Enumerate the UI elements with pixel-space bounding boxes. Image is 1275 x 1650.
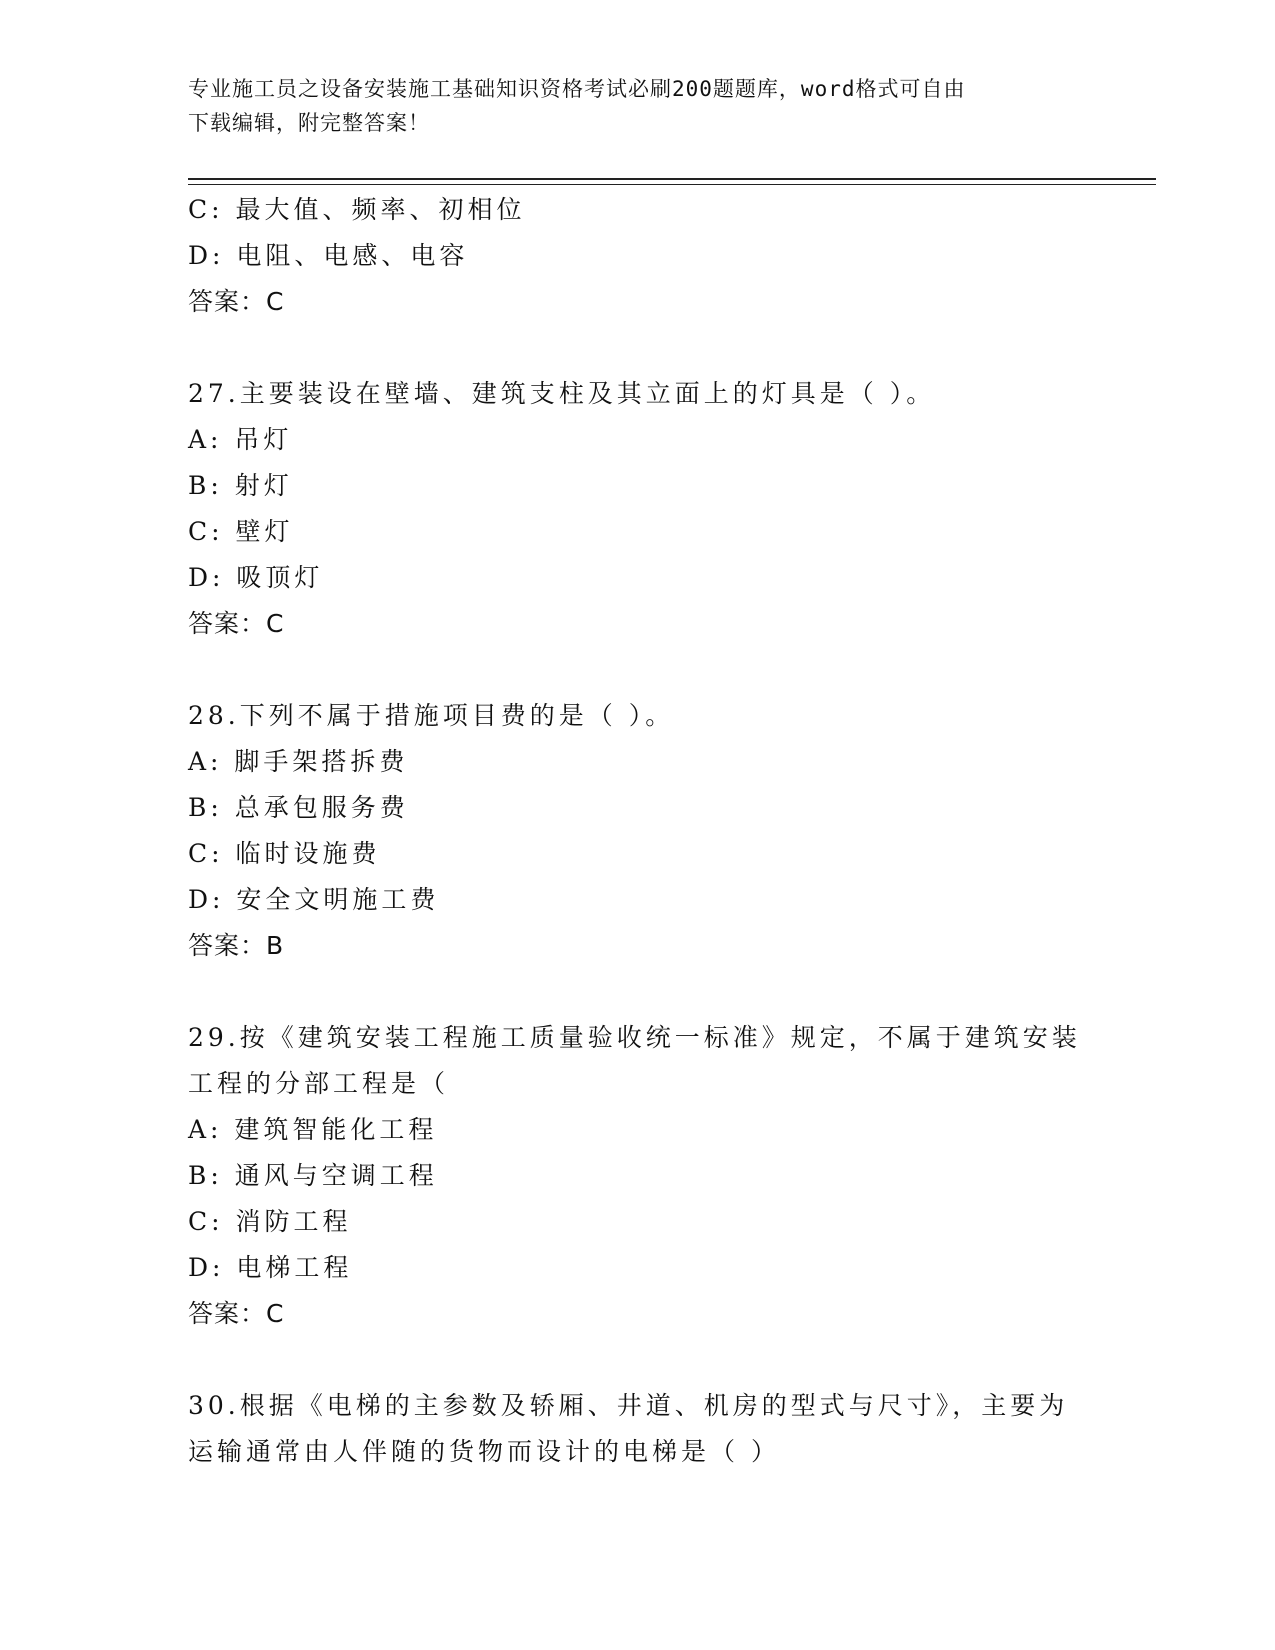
answer: 答案：B (188, 931, 285, 960)
question-stem-cont: 工程的分部工程是（ (188, 1069, 450, 1098)
question-stem: 30.根据《电梯的主参数及轿厢、井道、机房的型式与尺寸》，主要为 (188, 1391, 1069, 1420)
option-d: D: 电梯工程 (188, 1253, 353, 1282)
header-line-1: 专业施工员之设备安装施工基础知识资格考试必刷200题题库，word格式可自由 (188, 77, 966, 101)
option-c: C: 最大值、频率、初相位 (188, 195, 526, 224)
question-stem-cont: 运输通常由人伴随的货物而设计的电梯是（ ） (188, 1437, 780, 1466)
option-a: A: 建筑智能化工程 (188, 1115, 438, 1144)
option-a: A: 脚手架搭拆费 (188, 747, 409, 776)
option-d: D: 吸顶灯 (188, 563, 324, 592)
option-b: B: 总承包服务费 (188, 793, 409, 822)
question-stem: 27.主要装设在壁墙、建筑支柱及其立面上的灯具是（ ）。 (188, 379, 936, 408)
header-rule-thin (188, 184, 1156, 185)
question-27 (188, 371, 1088, 647)
option-d: D: 安全文明施工费 (188, 885, 440, 914)
question-26 (188, 187, 1088, 325)
question-stem: 29.按《建筑安装工程施工质量验收统一标准》规定，不属于建筑安装 (188, 1023, 1081, 1052)
question-30 (188, 1383, 1088, 1475)
option-b: B: 射灯 (188, 471, 293, 500)
answer: 答案：C (188, 609, 285, 638)
question-29 (188, 1015, 1088, 1337)
header-line-2: 下载编辑，附完整答案！ (188, 111, 430, 135)
answer: 答案：C (188, 1299, 285, 1328)
option-d: D: 电阻、电感、电容 (188, 241, 469, 270)
question-stem: 28.下列不属于措施项目费的是（ ）。 (188, 701, 675, 730)
question-28 (188, 693, 1088, 969)
question-list (188, 187, 1088, 1475)
option-c: C: 临时设施费 (188, 839, 381, 868)
option-c: C: 消防工程 (188, 1207, 352, 1236)
option-b: B: 通风与空调工程 (188, 1161, 438, 1190)
header-rule-thick (188, 178, 1156, 180)
option-a: A: 吊灯 (188, 425, 293, 454)
answer: 答案：C (188, 287, 285, 316)
option-c: C: 壁灯 (188, 517, 294, 546)
document-header (188, 72, 1088, 140)
